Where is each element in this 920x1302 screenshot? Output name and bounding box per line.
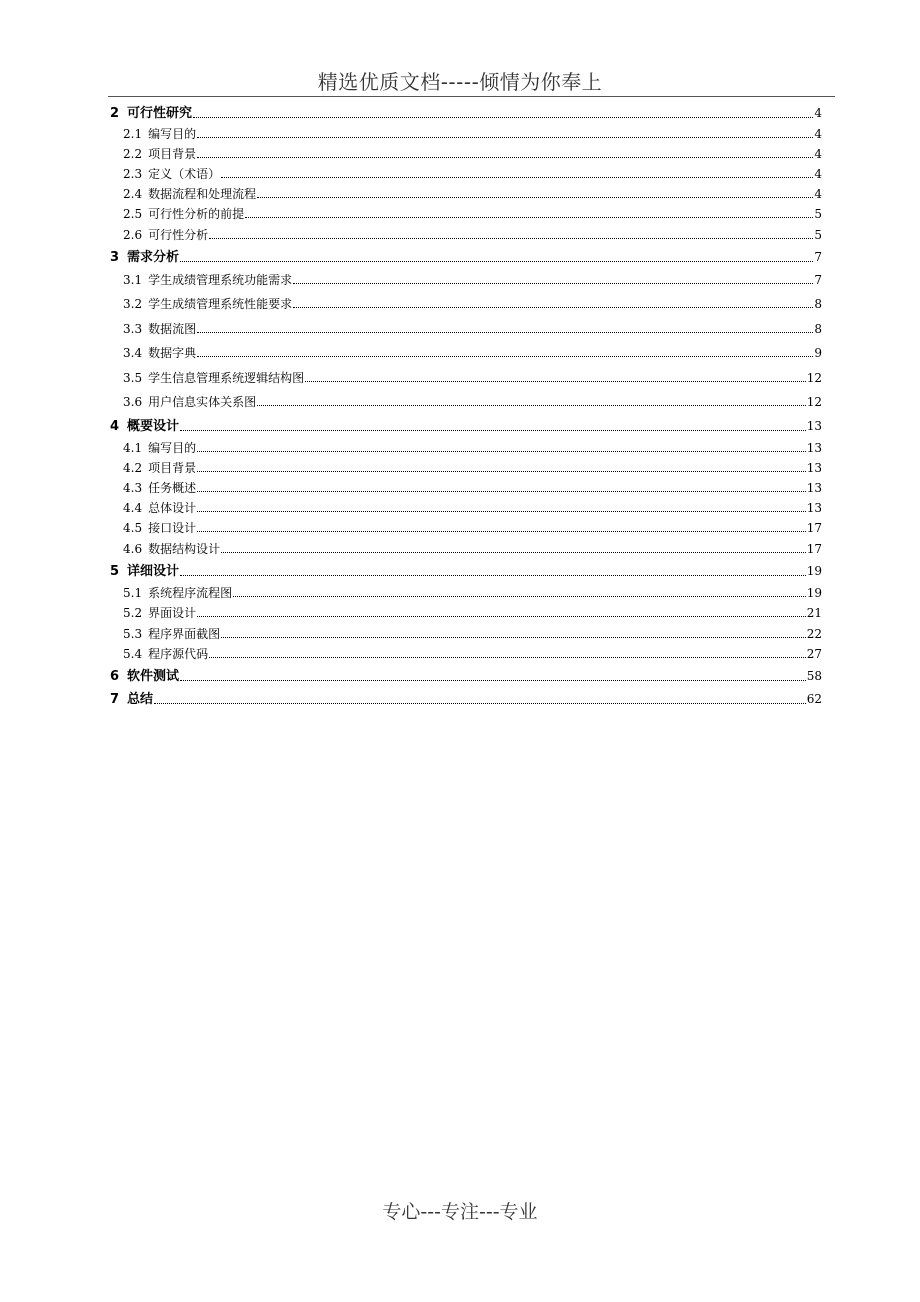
toc-dot-leader [197,451,806,452]
toc-dot-leader [197,157,813,158]
toc-entry-number: 3.5 [123,371,143,385]
toc-page-number: 13 [806,461,822,475]
toc-section-entry [123,187,822,201]
toc-entry-title: 项目背景 [148,461,197,475]
toc-page-number: 4 [814,106,822,120]
toc-entry-number: 3.4 [123,346,143,360]
toc-entry-number: 3 [110,250,120,265]
toc-dot-leader [180,680,806,681]
toc-dot-leader [257,405,806,406]
toc-entry-number: 3.1 [123,273,143,287]
toc-dot-leader [154,703,806,704]
toc-dot-leader [180,575,806,576]
toc-dot-leader [180,430,806,431]
toc-dot-leader [197,332,813,333]
toc-dot-leader [293,307,813,308]
toc-section-entry [123,167,822,181]
toc-section-entry [123,147,822,161]
toc-section-entry [123,395,822,409]
toc-section-entry [123,346,822,360]
toc-dot-leader [221,637,806,638]
toc-entry-number: 5 [110,564,120,579]
toc-entry-title: 总结 [127,692,154,707]
toc-page-number: 13 [806,481,822,495]
toc-page-number: 4 [814,167,822,181]
toc-entry-number: 3.3 [123,322,143,336]
toc-entry-title: 软件测试 [127,669,180,684]
toc-chapter-entry [110,250,822,265]
toc-entry-number: 7 [110,692,120,707]
toc-entry-number: 4.1 [123,441,143,455]
toc-entry-number: 2.4 [123,187,143,201]
toc-entry-number: 5.3 [123,627,143,641]
toc-page-number: 13 [806,419,822,433]
toc-section-entry [123,273,822,287]
toc-page-number: 4 [814,147,822,161]
toc-section-entry [123,627,822,641]
toc-section-entry [123,542,822,556]
toc-entry-title: 数据流图 [148,322,197,336]
toc-page-number: 8 [814,297,822,311]
toc-chapter-entry [110,419,822,434]
toc-entry-title: 数据流程和处理流程 [148,187,257,201]
toc-dot-leader [197,356,813,357]
toc-section-entry [123,521,822,535]
toc-entry-title: 可行性分析的前提 [148,207,245,221]
toc-entry-number: 2.6 [123,228,143,242]
toc-dot-leader [209,657,806,658]
toc-dot-leader [233,596,806,597]
toc-dot-leader [197,511,806,512]
toc-entry-number: 5.4 [123,647,143,661]
toc-section-entry [123,371,822,385]
toc-page-number: 58 [806,669,822,683]
toc-entry-title: 学生信息管理系统逻辑结构图 [148,371,305,385]
toc-section-entry [123,441,822,455]
toc-entry-number: 2.3 [123,167,143,181]
toc-entry-title: 可行性分析 [148,228,209,242]
toc-dot-leader [180,261,813,262]
toc-section-entry [123,647,822,661]
toc-section-entry [123,207,822,221]
toc-entry-number: 2 [110,106,120,121]
toc-entry-title: 任务概述 [148,481,197,495]
toc-chapter-entry [110,564,822,579]
toc-dot-leader [197,471,806,472]
toc-entry-number: 6 [110,669,120,684]
toc-entry-number: 4.3 [123,481,143,495]
toc-section-entry [123,461,822,475]
toc-page-number: 13 [806,441,822,455]
toc-dot-leader [305,381,806,382]
toc-entry-title: 程序界面截图 [148,627,221,641]
toc-entry-number: 4.6 [123,542,143,556]
toc-dot-leader [245,217,813,218]
toc-entry-title: 总体设计 [148,501,197,515]
toc-page-number: 17 [806,521,822,535]
toc-dot-leader [293,283,813,284]
toc-page-number: 5 [814,207,822,221]
toc-entry-title: 界面设计 [148,606,197,620]
toc-page-number: 12 [806,371,822,385]
toc-entry-number: 3.2 [123,297,143,311]
toc-entry-number: 2.1 [123,127,143,141]
toc-page-number: 4 [814,127,822,141]
toc-section-entry [123,228,822,242]
toc-dot-leader [221,177,813,178]
toc-entry-title: 定义（术语） [148,167,221,181]
toc-entry-title: 编写目的 [148,441,197,455]
toc-entry-title: 用户信息实体关系图 [148,395,257,409]
toc-section-entry [123,586,822,600]
toc-entry-number: 2.2 [123,147,143,161]
toc-dot-leader [197,616,806,617]
toc-page-number: 13 [806,501,822,515]
toc-dot-leader [197,491,806,492]
toc-entry-title: 需求分析 [127,250,180,265]
toc-dot-leader [197,137,813,138]
toc-entry-title: 学生成绩管理系统性能要求 [148,297,293,311]
toc-page-number: 19 [806,564,822,578]
toc-section-entry [123,127,822,141]
toc-page-number: 12 [806,395,822,409]
toc-page-number: 7 [814,250,822,264]
toc-page-number: 22 [806,627,822,641]
toc-entry-number: 4.2 [123,461,143,475]
page-footer: 专心---专注---专业 [382,1201,538,1223]
toc-entry-number: 4.4 [123,501,143,515]
toc-entry-title: 项目背景 [148,147,197,161]
toc-entry-title: 学生成绩管理系统功能需求 [148,273,293,287]
toc-page-number: 7 [814,273,822,287]
toc-section-entry [123,481,822,495]
page-header: 精选优质文档-----倾情为你奉上 [317,70,603,94]
toc-chapter-entry [110,669,822,684]
toc-entry-number: 3.6 [123,395,143,409]
toc-page-number: 9 [814,346,822,360]
toc-entry-title: 接口设计 [148,521,197,535]
toc-dot-leader [197,531,806,532]
toc-entry-number: 2.5 [123,207,143,221]
toc-page-number: 8 [814,322,822,336]
toc-section-entry [123,606,822,620]
toc-section-entry [123,501,822,515]
toc-dot-leader [193,117,813,118]
toc-entry-title: 可行性研究 [127,106,193,121]
toc-entry-title: 详细设计 [127,564,180,579]
toc-page-number: 62 [806,692,822,706]
toc-entry-title: 数据字典 [148,346,197,360]
toc-entry-number: 5.1 [123,586,143,600]
toc-entry-number: 4.5 [123,521,143,535]
toc-entry-number: 4 [110,419,120,434]
toc-page-number: 4 [814,187,822,201]
toc-chapter-entry [110,692,822,707]
toc-page-number: 27 [806,647,822,661]
toc-entry-title: 程序源代码 [148,647,209,661]
toc-dot-leader [257,197,813,198]
toc-page-number: 17 [806,542,822,556]
toc-entry-title: 概要设计 [127,419,180,434]
toc-entry-title: 编写目的 [148,127,197,141]
toc-page-number: 5 [814,228,822,242]
toc-entry-number: 5.2 [123,606,143,620]
toc-chapter-entry [110,106,822,121]
toc-dot-leader [221,552,806,553]
toc-entry-title: 系统程序流程图 [148,586,233,600]
toc-dot-leader [209,238,813,239]
toc-page-number: 21 [806,606,822,620]
toc-section-entry [123,297,822,311]
toc-entry-title: 数据结构设计 [148,542,221,556]
toc-page-number: 19 [806,586,822,600]
toc-section-entry [123,322,822,336]
